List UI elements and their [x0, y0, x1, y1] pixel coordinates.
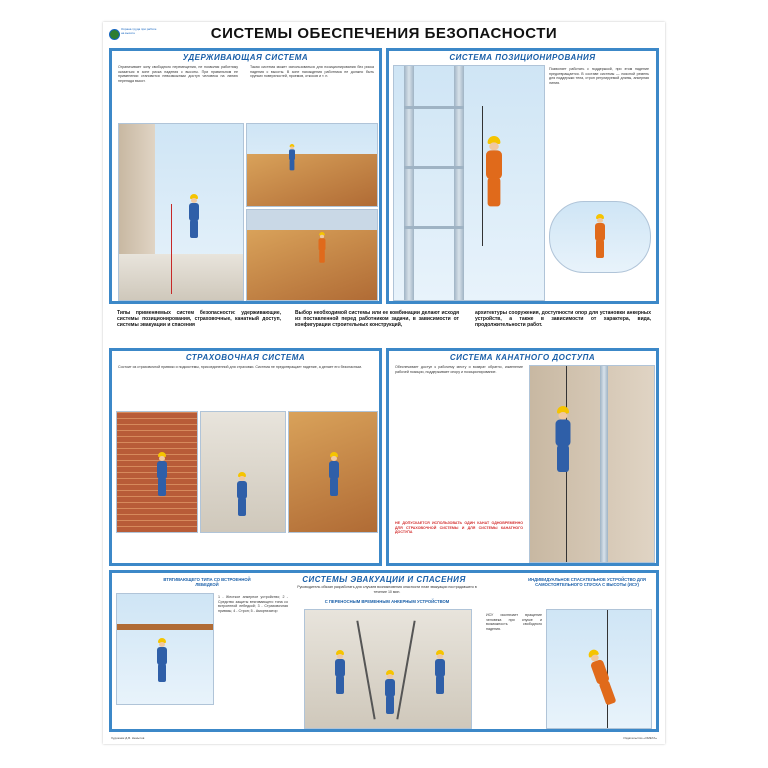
illustration-tripod-rescue [304, 609, 472, 729]
footer-right: Издательство «ОМЕГА» [623, 736, 657, 740]
illustration-winch [116, 593, 214, 705]
illustration-restraint-roof-bottom [246, 209, 378, 301]
footer-left: Художник Д.В. Немытов [111, 736, 145, 740]
panel-fall-arrest [109, 348, 382, 566]
restraint-text-right: Такая система может использоваться для позиционирования без риска падения с высоты. В зоне нахождения работника не должно быть хрупких поверхностей, проемов, откосов и т. п. [250, 65, 374, 79]
positioning-text: Позволяет работать с поддержкой, при этом падение предотвращается. В составе системы — поясной ремень для поддержки тела, строп регулируемой длины, анкерная линия. [549, 67, 649, 85]
intro-text-mid: Выбор необходимой системы или ее комбинации делают исходя из поставленной перед работником задачи, в зависимости от конфигурации строительных конструкций, [295, 310, 459, 329]
rope-access-warning: НЕ ДОПУСКАЕТСЯ ИСПОЛЬЗОВАТЬ ОДИН КАНАТ ОДНОВРЕМЕННО ДЛЯ СТРАХОВОЧНОЙ СИСТЕМЫ И ДЛЯ СИСТЕМЫ КАНАТНОГО ДОСТУПА [395, 521, 523, 535]
evacuation-left-list: 1 - Жесткое анкерное устройство; 2 - Средство защиты втягивающего типа со встроенной лебедкой; 3 - Страховочная привязь; 4 - Строп; 5 - Амортизатор [218, 595, 288, 613]
logo-text: Охрана труда при работе на высоте [121, 27, 157, 35]
worker-figure [586, 648, 598, 652]
illustration-roof-worker [288, 411, 378, 533]
section-title-rope-access: СИСТЕМА КАНАТНОГО ДОСТУПА [449, 353, 596, 362]
section-title-restraint: УДЕРЖИВАЮЩАЯ СИСТЕМА [182, 53, 309, 62]
section-title-positioning: СИСТЕМА ПОЗИЦИОНИРОВАНИЯ [449, 53, 596, 62]
illustration-restraint-roof-top [246, 123, 378, 207]
illustration-restraint-worker [118, 123, 244, 301]
panel-positioning [386, 48, 659, 304]
evacuation-mid-title: С ПЕРЕНОСНЫМ ВРЕМЕННЫМ АНКЕРНЫМ УСТРОЙСТВОМ [324, 599, 450, 604]
poster-title: СИСТЕМЫ ОБЕСПЕЧЕНИЯ БЕЗОПАСНОСТИ [210, 25, 558, 42]
section-title-fall-arrest: СТРАХОВОЧНАЯ СИСТЕМА [185, 353, 306, 362]
illustration-ladder [116, 411, 198, 533]
restraint-text-left: Ограничивает зону свободного перемещения, не позволяя работнику оказаться в зоне риска падения с высоты. При правильном ее применении становится невозможным доступ человека на линию перепада высот. [118, 65, 238, 83]
evacuation-left-title: ВТЯГИВАЮЩЕГО ТИПА СО ВСТРОЕННОЙ ЛЕБЕДКОЙ [163, 577, 251, 587]
section-title-evacuation: СИСТЕМЫ ЭВАКУАЦИИ И СПАСЕНИЯ [302, 575, 466, 584]
header [103, 22, 665, 46]
panel-restraint [109, 48, 382, 304]
illustration-kneeling-worker [200, 411, 286, 533]
illustration-positioning-detail [549, 201, 651, 273]
evacuation-right-title: ИНДИВИДУАЛЬНОЕ СПАСАТЕЛЬНОЕ УСТРОЙСТВО ДЛЯ САМОСТОЯТЕЛЬНОГО СПУСКА С ВЫСОТЫ (ИСУ) [528, 577, 646, 587]
poster [103, 22, 665, 744]
isu-text: ИСУ исключает вращение человека при спуске и возможность свободного падения. [486, 613, 542, 631]
fall-arrest-text: Состоит из страховочной привязи и подсистемы, присоединенной для страховки. Система не предотвращает падение, а делает его безопасным. [118, 365, 362, 369]
panel-rope-access [386, 348, 659, 566]
rope-access-text: Обеспечивает доступ к рабочему месту и возврат обратно, изменение рабочей позиции, поддерживает опору и позиционирование. [395, 365, 523, 374]
intro-text-right: архитектуры сооружения, доступности опор для установки анкерных устройств, а также в зависимости от характера, вида, продолжительности работ. [475, 310, 651, 329]
illustration-isu-descent [546, 609, 652, 729]
illustration-rope-access [529, 365, 655, 563]
intro-text-left: Типы применяемых систем безопасности: удерживающие, системы позиционирования, страховочные, канатный доступ, системы эвакуации и спасения [117, 310, 281, 329]
evacuation-subtitle: Руководитель обязан разработать для случаев возникновения опасности план эвакуации пострадавшего в течение 10 мин. [297, 585, 477, 594]
panel-evacuation [109, 570, 659, 732]
illustration-positioning-tower [393, 65, 545, 301]
